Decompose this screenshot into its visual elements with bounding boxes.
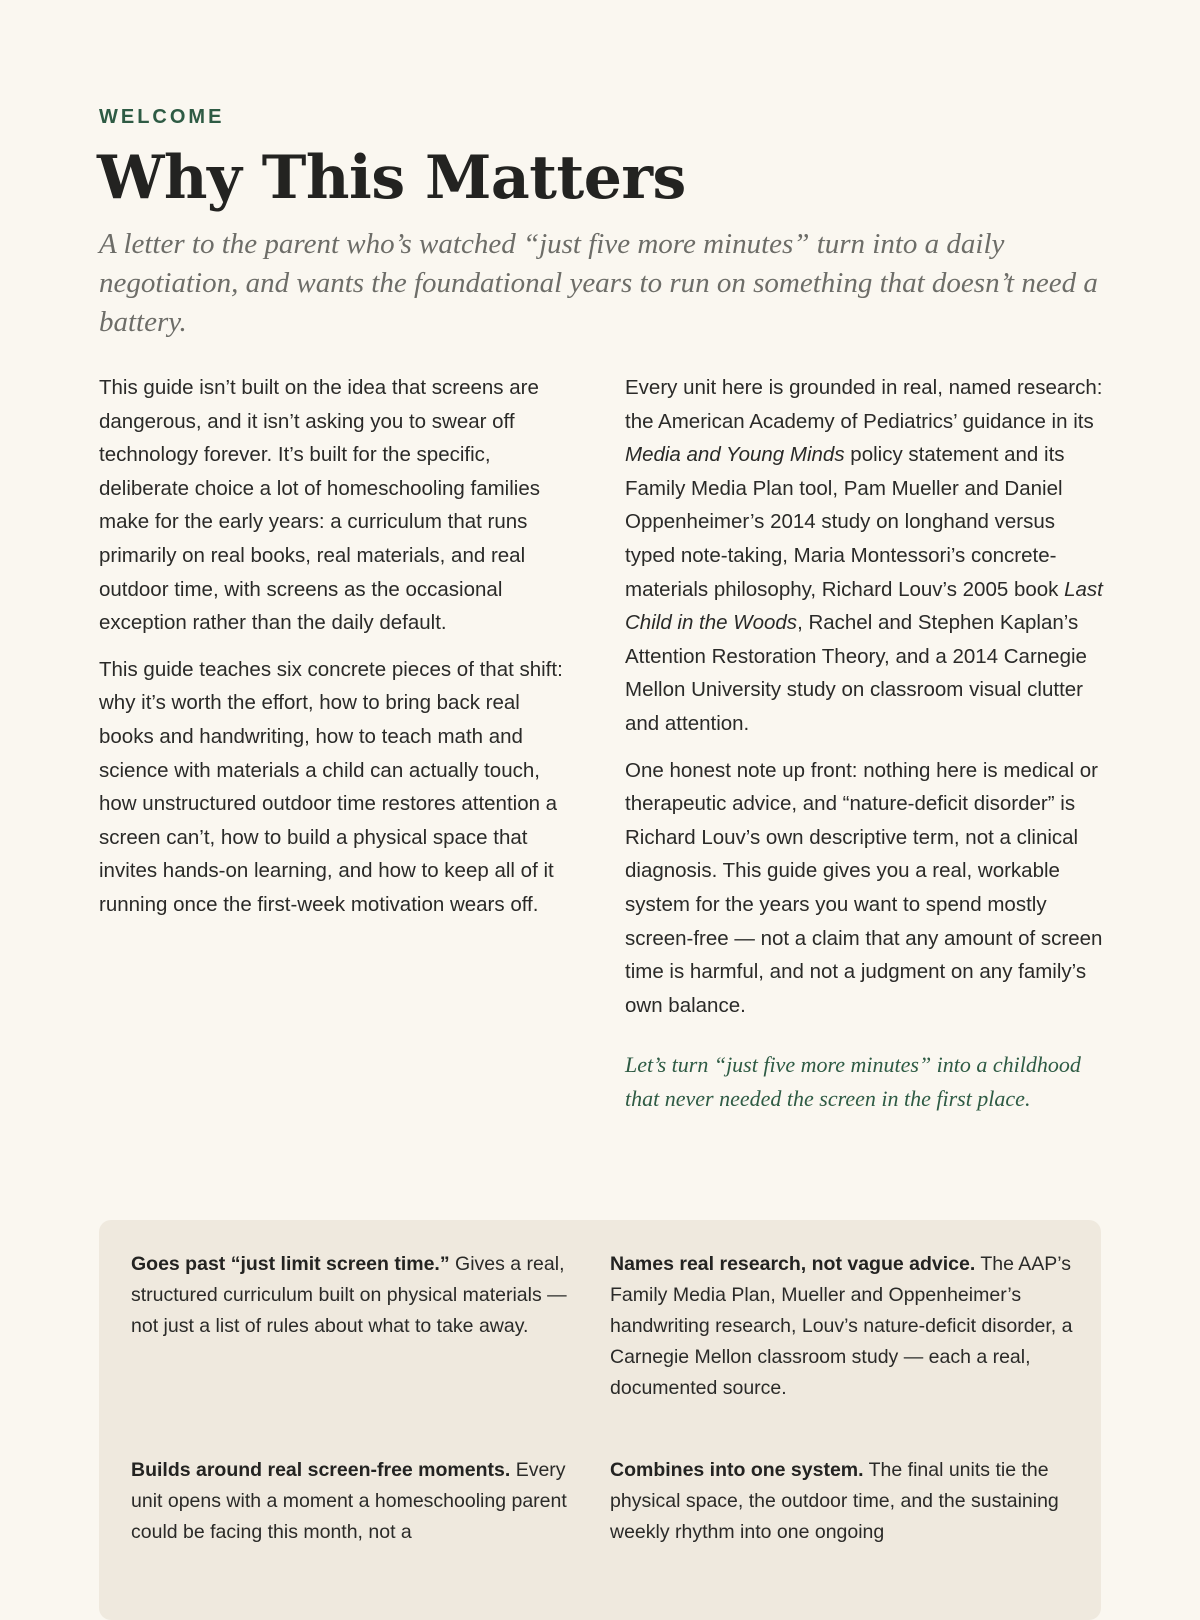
research-text-a: Every unit here is grounded in real, named research: the American Academy of Pediatrics’ guidance in its [625,376,1103,433]
feature-text: Gives a real, structured curriculum built on physical materials — not just a list of rules about what to take away. [131,1253,567,1337]
feature-heading: Names real research, not vague advice. [610,1253,976,1275]
book-title-media-young-minds: Media and Young Minds [625,443,845,467]
left-paragraph-1: This guide isn’t built on the idea that screens are dangerous, and it isn’t asking you to swear off technology forever. It’s built for the specific, deliberate choice a lot of homeschooling families make for the early years: a curriculum that runs primarily on real books, real materials, and real outdoor time, with screens as the occasional exception rather than the daily default. [99,376,541,635]
feature-item [610,1455,1075,1548]
right-paragraph-1 [625,371,1107,741]
right-paragraph-2: One honest note up front: nothing here is medical or therapeutic advice, and “nature-deficit disorder” is Richard Louv’s own descriptive term, not a clinical diagnosis. This guide gives you a real, workable system for the years you want to spend mostly screen-free — not a claim that any amount of screen time is harmful, and not a judgment on any family’s own balance. [625,758,1103,1017]
book-title-last-child: Last Child in the Woods [625,577,1103,635]
feature-item [131,1249,596,1342]
research-text-b: policy statement and its Family Media Plan tool, Pam Mueller and Daniel Oppenheimer’s 2014 study on longhand versus typed note-taking, Maria Montessori’s concrete-materials philosophy, Richard Louv’s 2005 book [625,443,1065,601]
left-column [99,371,569,935]
page-title: Why This Matters [97,143,686,213]
feature-heading: Builds around real screen-free moments. [131,1459,511,1481]
feature-text: Every unit opens with a moment a homeschooling parent could be facing this month, not a [131,1459,567,1543]
page-subtitle: A letter to the parent who’s watched “just five more minutes” turn into a daily negotiation, and wants the foundational years to run on something that doesn’t need a battery. [99,228,1098,338]
feature-heading: Goes past “just limit screen time.” [131,1253,450,1275]
research-text-c: , Rachel and Stephen Kaplan’s Attention Restoration Theory, and a 2014 Carnegie Mellon University study on classroom visual clutter and attention. [625,611,1087,735]
right-column [625,371,1107,1129]
feature-item [131,1455,596,1548]
left-paragraph-2: This guide teaches six concrete pieces of that shift: why it’s worth the effort, how to bring back real books and handwriting, how to teach math and science with materials a child can actually touch, how unstructured outdoor time restores attention a screen can’t, how to build a physical space that invites hands-on learning, and how to keep all of it running once the first-week motivation wears off. [99,657,563,916]
features-box [99,1220,1101,1620]
feature-text: The AAP’s Family Media Plan, Mueller and Oppenheimer’s handwriting research, Louv’s nature-deficit disorder, a Carnegie Mellon classroom study — each a real, documented source. [610,1253,1073,1399]
feature-item [610,1249,1075,1404]
feature-text: The final units tie the physical space, the outdoor time, and the sustaining weekly rhythm into one ongoing [610,1459,1059,1543]
feature-heading: Combines into one system. [610,1459,864,1481]
closing-line: Let’s turn “just five more minutes” into a childhood that never needed the screen in the first place. [625,1052,1081,1112]
section-eyebrow: WELCOME [99,106,225,128]
